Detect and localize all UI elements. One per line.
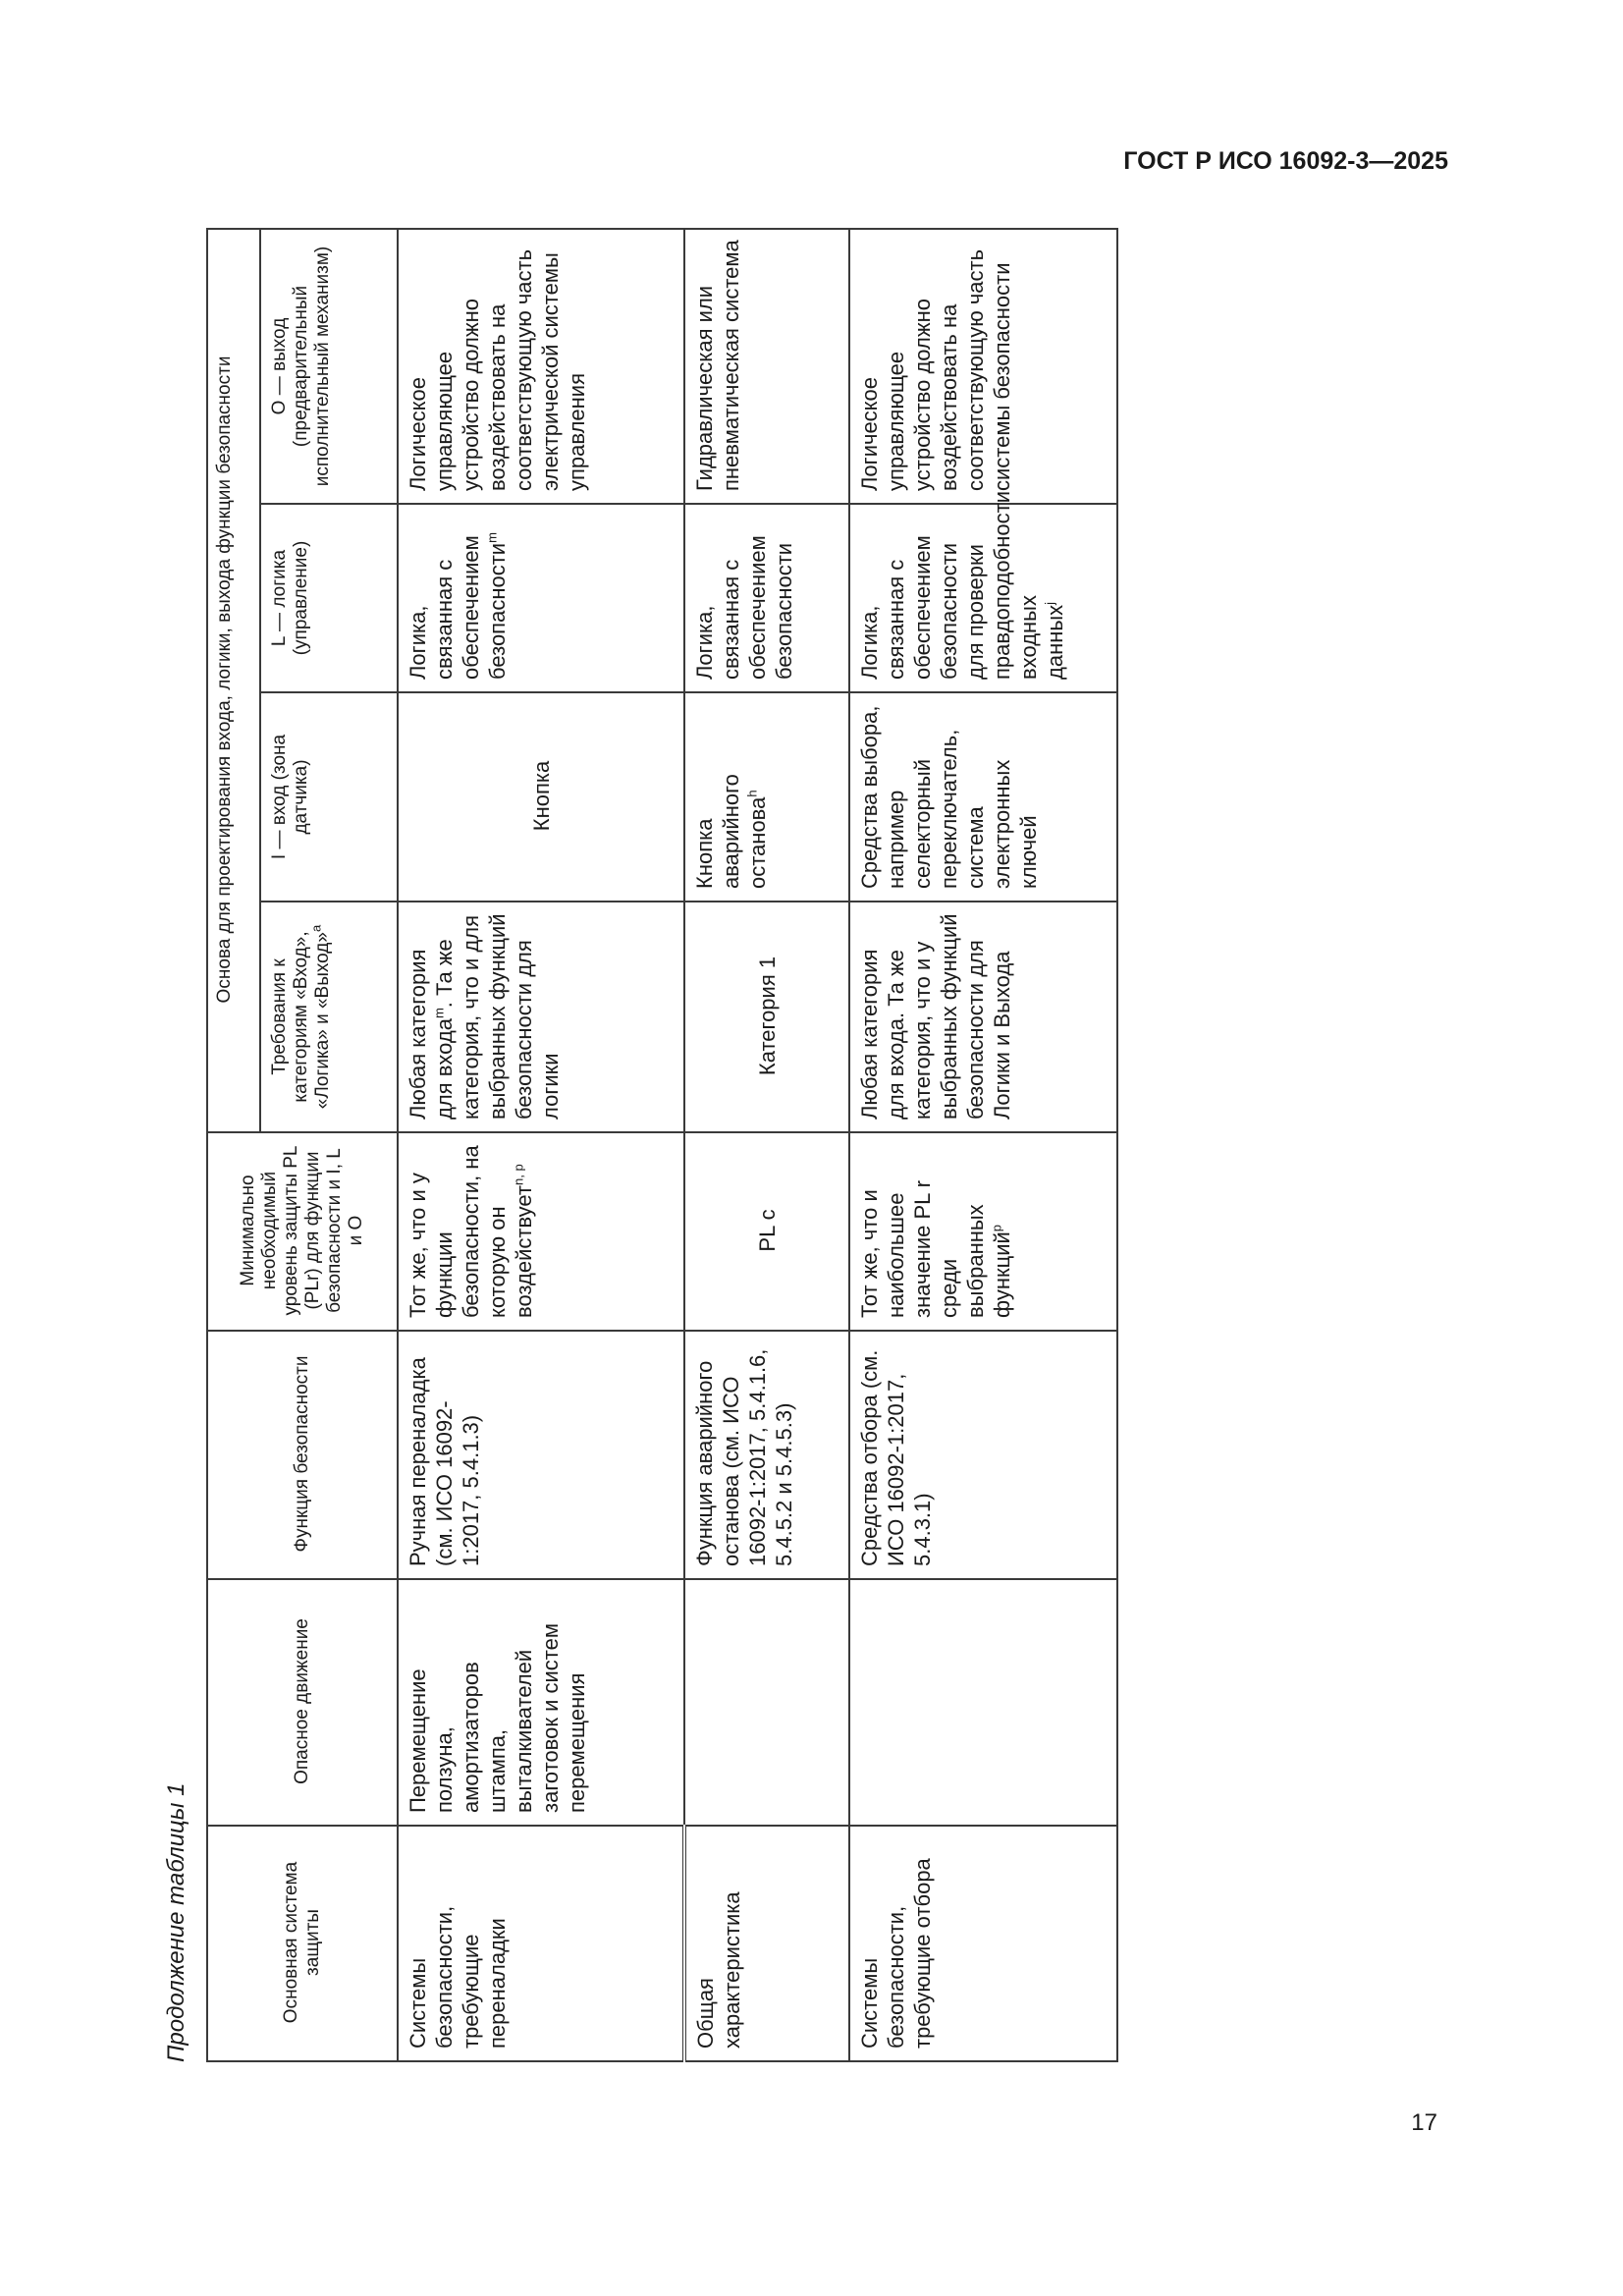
cell-output: Логическое управляющее устройство должно воздействовать на соответствующую часть электрической системы управления [398,229,684,504]
cell-logic: Логика, связанная с обеспечением безопасности [684,504,849,692]
cell-input [684,692,849,902]
page-number: 17 [1411,2109,1437,2136]
cell-function: Функция аварийного останова (см. ИСО 16092-1:2017, 5.4.1.6, 5.4.5.2 и 5.4.5.3) [684,1331,849,1579]
col-header-function: Функция безопасности [207,1331,398,1579]
header-row-1 [207,229,260,2061]
cell-motion-empty [849,1579,1117,1826]
cell-requirements: Категория 1 [684,902,849,1132]
cell-function: Средства отбора (см. ИСО 16092-1:2017, 5.4.3.1) [849,1331,1117,1579]
cell-motion: Перемещение ползуна, амортизаторов штампа, выталкивателей заготовок и систем перемещения [398,1579,684,1826]
requirements-footnote: a [308,924,324,933]
requirements-text: Требования к категориям «Вход», «Логика» и «Выход» [269,931,333,1110]
cell-function: Ручная переналадка (см. ИСО 16092-1:2017, 5.4.1.3) [398,1331,684,1579]
cell-motion-continued [684,1579,849,1826]
plr-text: Тот же, что и наибольшее значение PL r среди выбранных функций [857,1179,1014,1318]
plr-footnote: n, p [511,1164,526,1185]
req-text-a: Любая категория для входа [406,949,457,1120]
col-header-motion: Опасное движение [207,1579,398,1826]
req-footnote: m [431,1008,447,1019]
cell-output: Логическое управляющее устройство должно воздействовать на соответствующую часть системы безопасности [849,229,1117,504]
col-header-group: Основа для проектирования входа, логики, выхода функции безопасности [207,229,260,1132]
logic-footnote: m [484,532,500,543]
col-header-requirements [260,902,398,1132]
logic-text: Логика, связанная с обеспечением безопасности для проверки правдоподобности входных данных [857,491,1067,680]
cell-input: Средства выбора, например селекторный переключатель, система электронных ключей [849,692,1117,902]
cell-plr [398,1132,684,1331]
col-header-input: I — вход (зона датчика) [260,692,398,902]
cell-input: Кнопка [398,692,684,902]
cell-system: Системы безопасности, требующие отбора [849,1826,1117,2061]
cell-logic [398,504,684,692]
table-row [684,229,849,2061]
col-header-plr: Минимально необходимый уровень защиты PL (PLr) для функции безопасности и I, L и O [207,1132,398,1331]
col-header-output: O — выход (предварительный исполнительный механизм) [260,229,398,504]
plr-text: Тот же, что и у функции безопасности, на которую он воздействует [406,1145,536,1318]
cell-output: Гидравлическая или пневматическая система [684,229,849,504]
cell-system: Общая характеристика [684,1826,849,2061]
table-row [398,229,684,2061]
col-header-logic: L — логика (управление) [260,504,398,692]
cell-requirements [398,902,684,1132]
table-caption: Продолжение таблицы 1 [163,1782,189,2062]
document-header: ГОСТ Р ИСО 16092-3—2025 [1123,147,1448,175]
cell-system: Системы безопасности, требующие переналадки [398,1826,684,2061]
cell-requirements: Любая категория для входа. Та же категория, что и у выбранных функций безопасности для Логики и Выхода [849,902,1117,1132]
safety-table [206,228,1118,2062]
table-row [849,229,1117,2061]
col-header-system: Основная система защиты [207,1826,398,2061]
input-footnote: h [744,790,760,797]
plr-footnote: p [989,1224,1004,1232]
req-text-b: . Та же категория, что и для выбранных функций безопасности для логики [432,913,563,1120]
cell-logic [849,491,1117,692]
logic-text: Логика, связанная с обеспечением безопасности [406,535,510,680]
input-text: Кнопка аварийного останова [692,774,770,889]
rotated-table-block [147,230,1118,2062]
logic-footnote: j [1042,601,1057,605]
cell-plr: PL c [684,1132,849,1331]
cell-plr [849,1132,1117,1331]
